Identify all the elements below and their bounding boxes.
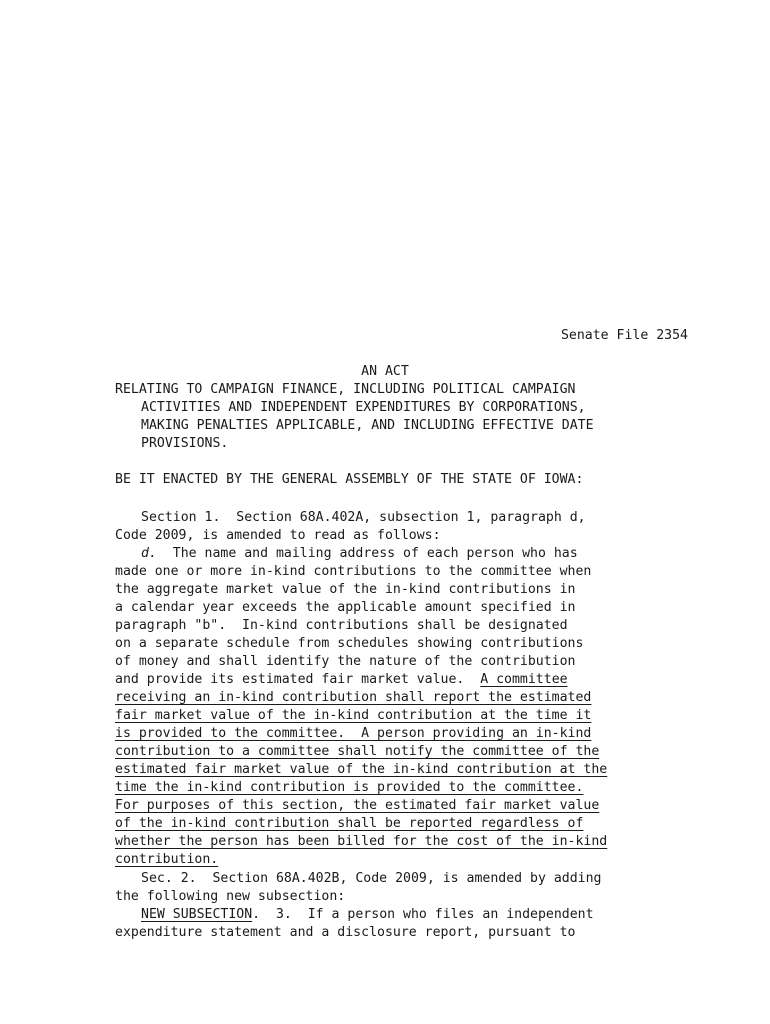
section2-line-4: expenditure statement and a disclosure report, pursuant to — [115, 925, 576, 940]
section1-line-6: a calendar year exceeds the applicable amount specified in — [115, 600, 576, 615]
section1-line-2: Code 2009, is amended to read as follows: — [115, 528, 441, 543]
section1-line-3 — [141, 545, 578, 563]
new-subsection-label: NEW SUBSECTION — [141, 907, 253, 922]
section1-line-8: on a separate schedule from schedules showing contributions — [115, 636, 584, 651]
title-line-4: PROVISIONS. — [141, 436, 229, 451]
section2-line-3 — [141, 906, 594, 924]
title-line-3: MAKING PENALTIES APPLICABLE, AND INCLUDING EFFECTIVE DATE — [141, 418, 594, 433]
inserted-text-line: receiving an in-kind contribution shall report the estimated — [115, 690, 592, 705]
inserted-text-line: whether the person has been billed for the cost of the in-kind — [115, 834, 608, 849]
paragraph-label: d. — [141, 546, 157, 561]
section1-line-9: of money and shall identify the nature of the contribution — [115, 654, 576, 669]
section1-line-10-text: and provide its estimated fair market value. — [115, 672, 481, 687]
enacting-clause: BE IT ENACTED BY THE GENERAL ASSEMBLY OF THE STATE OF IOWA: — [115, 472, 584, 487]
inserted-text-line: fair market value of the in-kind contribution at the time it — [115, 708, 592, 723]
title-line-1: RELATING TO CAMPAIGN FINANCE, INCLUDING POLITICAL CAMPAIGN — [115, 382, 576, 397]
inserted-text-line: For purposes of this section, the estimated fair market value — [115, 798, 600, 813]
section1-line-3-text: The name and mailing address of each person who has — [156, 546, 578, 561]
section1-line-5: the aggregate market value of the in-kind contributions in — [115, 582, 576, 597]
inserted-text-line: time the in-kind contribution is provided to the committee. — [115, 780, 584, 795]
inserted-text-line: is provided to the committee. A person providing an in-kind — [115, 726, 592, 741]
act-heading: AN ACT — [361, 364, 409, 379]
inserted-text-line: contribution. — [115, 852, 219, 867]
section2-line-2: the following new subsection: — [115, 889, 346, 904]
inserted-text-start: A committee — [480, 672, 568, 687]
section2-line-1: Sec. 2. Section 68A.402B, Code 2009, is amended by adding — [141, 871, 602, 886]
section1-line-10 — [115, 671, 568, 689]
inserted-text-line: estimated fair market value of the in-kind contribution at the — [115, 762, 608, 777]
bill-number: Senate File 2354 — [560, 328, 688, 343]
title-line-2: ACTIVITIES AND INDEPENDENT EXPENDITURES BY CORPORATIONS, — [141, 400, 586, 415]
section2-line-3-text: . 3. If a person who files an independent — [252, 907, 594, 922]
inserted-text-line: of the in-kind contribution shall be reported regardless of — [115, 816, 584, 831]
inserted-text-line: contribution to a committee shall notify the committee of the — [115, 744, 600, 759]
section1-line-7: paragraph "b". In-kind contributions shall be designated — [115, 618, 568, 633]
section1-line-4: made one or more in-kind contributions to the committee when — [115, 564, 592, 579]
section1-line-1: Section 1. Section 68A.402A, subsection 1, paragraph d, — [141, 510, 586, 525]
